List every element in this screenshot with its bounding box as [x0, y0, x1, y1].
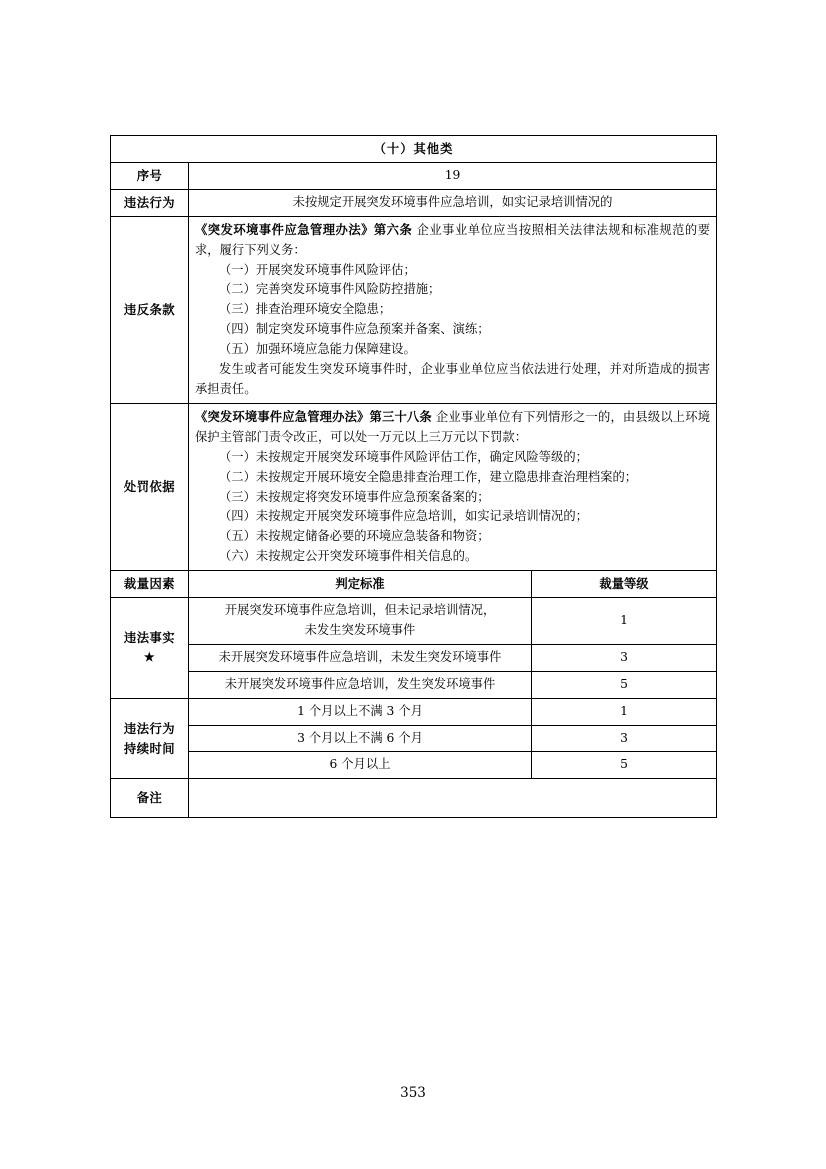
table-row-penalty-basis: [111, 403, 717, 570]
penalty-basis-content: [189, 403, 717, 570]
fact-level-1: 1: [532, 598, 717, 645]
table-row-fact-3: [111, 671, 717, 698]
clause-paragraph: （三）未按规定将突发环境事件应急预案备案的；: [219, 489, 490, 504]
column-header-level: 裁量等级: [532, 571, 717, 598]
illegal-fact-label-text: 违法事实: [123, 630, 176, 646]
clause-paragraph: （三）排查治理环境安全隐患；: [219, 302, 392, 317]
clause-reference: 《突发环境事件应急管理办法》第三十八条: [195, 408, 432, 424]
fact-level-3: 5: [532, 671, 717, 698]
clause-paragraph: （一）未按规定开展突发环境事件风险评估工作，确定风险等级的；: [219, 449, 588, 464]
row-label-factor: 裁量因素: [111, 571, 189, 598]
duration-criteria-2: 3 个月以上不满 6 个月: [189, 725, 532, 752]
clause-paragraph: 《突发环境事件应急管理办法》第三十八条 企业事业单位有下列情形之一的，由县级以上环境保护主管部门责令改正，可以处一万元以上三万元以下罚款：: [195, 408, 711, 444]
clause-paragraph: 发生或者可能发生突发环境事件时，企业事业单位应当依法进行处理，并对所造成的损害承担责任。: [195, 362, 711, 396]
page-number: 353: [400, 1085, 426, 1101]
clause-paragraph: （二）未按规定开展环境安全隐患排查治理工作，建立隐患排查治理档案的；: [219, 469, 638, 484]
table-row-violated-clause: [111, 216, 717, 403]
violated-clause-content: [189, 216, 717, 403]
clause-paragraph: （四）制定突发环境事件应急预案并备案、演练；: [219, 322, 490, 337]
row-label-remark: 备注: [111, 779, 189, 818]
clause-paragraph: （五）未按规定储备必要的环境应急装备和物资；: [219, 529, 490, 544]
column-header-criteria: 判定标准: [189, 571, 532, 598]
table-row-title: [111, 136, 717, 163]
duration-level-2: 3: [532, 725, 717, 752]
table-row-duration-3: [111, 752, 717, 779]
row-label-sequence: 序号: [111, 162, 189, 189]
penalty-discretion-table: [110, 135, 717, 818]
duration-level-3: 5: [532, 752, 717, 779]
clause-paragraph: （四）未按规定开展突发环境事件应急培训，如实记录培训情况的；: [219, 509, 588, 524]
clause-paragraph: （五）加强环境应急能力保障建设。: [219, 342, 416, 357]
duration-criteria-3: 6 个月以上: [189, 752, 532, 779]
duration-level-1: 1: [532, 698, 717, 725]
sequence-value: 19: [189, 162, 717, 189]
row-label-duration: 违法行为 持续时间: [111, 698, 189, 779]
star-icon: ★: [143, 650, 156, 665]
table-row-duration-1: [111, 698, 717, 725]
row-label-illegal-act: 违法行为: [111, 189, 189, 216]
clause-reference: 《突发环境事件应急管理办法》第六条: [195, 221, 413, 237]
penalty-basis-paragraphs: [195, 407, 710, 567]
table-row-remark: [111, 779, 717, 818]
table-row-duration-2: [111, 725, 717, 752]
clause-paragraph: （二）完善突发环境事件风险防控措施；: [219, 282, 441, 297]
violated-clause-paragraphs: [195, 220, 710, 400]
clause-paragraph: （六）未按规定公开突发环境事件相关信息的。: [219, 549, 478, 564]
table-row-factor-header: [111, 571, 717, 598]
row-label-violated-clause: 违反条款: [111, 216, 189, 403]
duration-criteria-1: 1 个月以上不满 3 个月: [189, 698, 532, 725]
table-row-fact-1: [111, 598, 717, 645]
remark-value: [189, 779, 717, 818]
clause-paragraph: 《突发环境事件应急管理办法》第六条 企业事业单位应当按照相关法律法规和标准规范的要求，履行下列义务：: [195, 221, 711, 257]
page-title: （十）其他类: [111, 136, 717, 163]
fact-criteria-1: 开展突发环境事件应急培训，但未记录培训情况， 未发生突发环境事件: [189, 598, 532, 645]
table-row-illegal-act: [111, 189, 717, 216]
row-label-penalty-basis: 处罚依据: [111, 403, 189, 570]
fact-criteria-3: 未开展突发环境事件应急培训，发生突发环境事件: [189, 671, 532, 698]
row-label-illegal-fact: [111, 598, 189, 699]
table-row-sequence: [111, 162, 717, 189]
fact-level-2: 3: [532, 644, 717, 671]
clause-paragraph: （一）开展突发环境事件风险评估；: [219, 262, 416, 277]
illegal-act-value: 未按规定开展突发环境事件应急培训，如实记录培训情况的: [189, 189, 717, 216]
table-row-fact-2: [111, 644, 717, 671]
fact-criteria-2: 未开展突发环境事件应急培训，未发生突发环境事件: [189, 644, 532, 671]
